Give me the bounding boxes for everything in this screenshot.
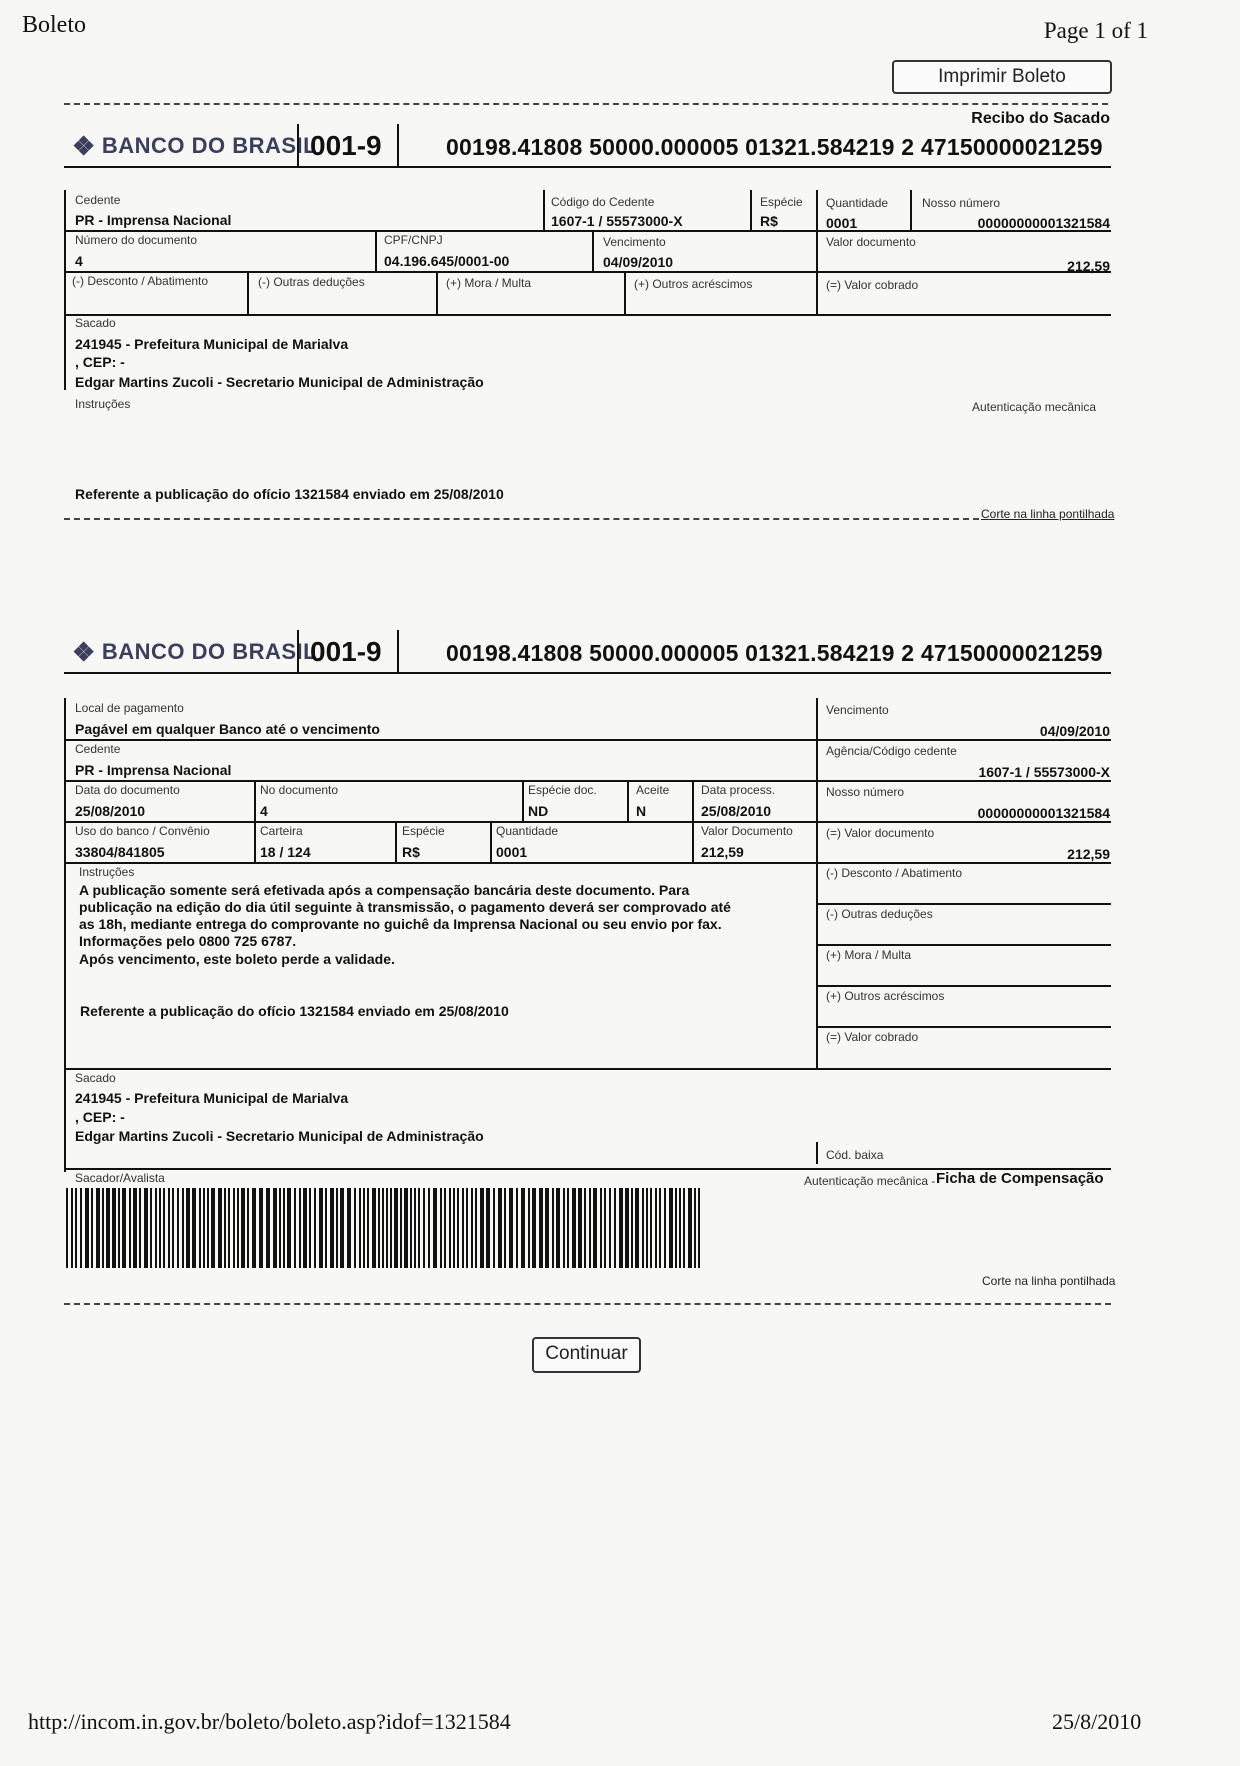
- barcode-bar: [475, 1188, 477, 1268]
- instructions-line-3: as 18h, mediante entrega do comprovante no guichê da Imprensa Nacional ou seu envio por fax.: [79, 916, 722, 932]
- barcode-bar: [118, 1188, 120, 1268]
- footer-url: http://incom.in.gov.br/boleto/boleto.asp?idof=1321584: [28, 1709, 511, 1734]
- aceite-label: Aceite: [636, 783, 670, 797]
- grid-col-cpf: [375, 230, 377, 271]
- uso-banco-label: Uso do banco / Convênio: [75, 824, 210, 838]
- barcode-bar: [168, 1188, 170, 1268]
- barcode-bar: [556, 1188, 560, 1268]
- barcode-bar: [635, 1188, 639, 1268]
- ficha-sacado-line-2: , CEP: -: [75, 1109, 125, 1125]
- numero-documento-label: Número do documento: [75, 233, 198, 247]
- barcode-bar: [80, 1188, 82, 1268]
- barcode-bar: [330, 1188, 334, 1268]
- continue-button[interactable]: Continuar: [532, 1337, 641, 1373]
- ficha-col-dataproc: [692, 780, 694, 862]
- barcode-bar: [199, 1188, 201, 1268]
- barcode-bar: [584, 1188, 586, 1268]
- barcode: [64, 1188, 704, 1268]
- outras-deducoes-label: (-) Outras deduções: [258, 275, 365, 289]
- barcode-bar: [528, 1188, 530, 1268]
- barcode-bar: [139, 1188, 141, 1268]
- grid-col-codigo: [543, 190, 545, 230]
- barcode-bar: [247, 1188, 249, 1268]
- sacado-line-1: 241945 - Prefeitura Municipal de Marialva: [75, 336, 349, 352]
- uso-banco-value: 33804/841805: [75, 844, 165, 860]
- barcode-bar: [96, 1188, 100, 1268]
- bank-logo-ficha: [72, 634, 317, 670]
- barcode-bar: [75, 1188, 77, 1268]
- cedente-value: PR - Imprensa Nacional: [75, 212, 232, 228]
- grid-col-mora: [436, 271, 438, 314]
- grid-col-acresc: [624, 271, 626, 314]
- barcode-bar: [102, 1188, 104, 1268]
- barcode-bar: [163, 1188, 165, 1268]
- barcode-bar: [471, 1188, 473, 1268]
- barcode-bar: [650, 1188, 652, 1268]
- barcode-bar: [303, 1188, 307, 1268]
- corte-label-receipt: Corte na linha pontilhada: [981, 507, 1115, 521]
- agencia-label: Agência/Código cedente: [826, 744, 957, 758]
- ficha-valor-documento-label: Valor Documento: [701, 824, 793, 838]
- ficha-right-row8: [816, 1026, 1111, 1028]
- data-documento-label: Data do documento: [75, 783, 180, 797]
- barcode-bar: [625, 1188, 629, 1268]
- barcode-bar: [614, 1188, 616, 1268]
- barcode-bar: [394, 1188, 398, 1268]
- barcode-bar: [449, 1188, 451, 1268]
- local-pagamento-label: Local de pagamento: [75, 701, 184, 715]
- barcode-bar: [340, 1188, 344, 1268]
- instrucoes-label: Instruções: [75, 397, 131, 411]
- digitable-line-ficha: 00198.41808 50000.000005 01321.584219 2 47150000021259: [446, 640, 1103, 666]
- barcode-bar: [192, 1188, 196, 1268]
- especie-doc-label: Espécie doc.: [528, 783, 597, 797]
- cod-baixa-label: Cód. baixa: [826, 1148, 884, 1162]
- cut-line-receipt: [64, 518, 979, 520]
- barcode-bar: [112, 1188, 116, 1268]
- bank-name: BANCO DO BRASIL: [101, 133, 318, 158]
- sacador-avalista-label: Sacador/Avalista: [75, 1171, 165, 1185]
- barcode-bar: [480, 1188, 484, 1268]
- bank-logo-icon: ❖: [72, 636, 96, 667]
- barcode-bar: [218, 1188, 222, 1268]
- grid-col-especie: [750, 190, 752, 230]
- barcode-bar: [241, 1188, 245, 1268]
- ficha-valor-documento-value: 212,59: [701, 844, 744, 860]
- barcode-bar: [433, 1188, 437, 1268]
- barcode-bar: [404, 1188, 408, 1268]
- ficha-valor-documento2-value: 212,59: [1067, 846, 1110, 862]
- ficha-right-row7: [816, 985, 1111, 987]
- barcode-bar: [266, 1188, 270, 1268]
- barcode-bar: [378, 1188, 380, 1268]
- barcode-bar: [144, 1188, 148, 1268]
- page-title: Boleto: [22, 12, 86, 38]
- ficha-cod-baixa-tick: [816, 1142, 818, 1164]
- outros-acrescimos-label: (+) Outros acréscimos: [634, 277, 753, 291]
- barcode-bar: [382, 1188, 384, 1268]
- print-button[interactable]: Imprimir Boleto: [892, 60, 1112, 94]
- barcode-bar: [129, 1188, 131, 1268]
- no-documento-value: 4: [260, 803, 268, 819]
- logo-divider: [297, 124, 299, 166]
- barcode-bar: [509, 1188, 513, 1268]
- barcode-bar: [363, 1188, 365, 1268]
- barcode-bar: [679, 1188, 681, 1268]
- barcode-bar: [669, 1188, 673, 1268]
- barcode-bar: [85, 1188, 89, 1268]
- barcode-bar: [354, 1188, 356, 1268]
- ficha-vencimento-value: 04/09/2010: [1039, 723, 1110, 739]
- ficha-grid-left: [64, 698, 66, 1172]
- digitable-line: 00198.41808 50000.000005 01321.584219 2 47150000021259: [446, 134, 1103, 160]
- barcode-bar: [589, 1188, 591, 1268]
- barcode-bar: [279, 1188, 281, 1268]
- sacado-line-2: , CEP: -: [75, 354, 125, 370]
- barcode-bar: [325, 1188, 327, 1268]
- ficha-cedente-label: Cedente: [75, 742, 121, 756]
- barcode-bar: [283, 1188, 285, 1268]
- barcode-bar: [675, 1188, 677, 1268]
- barcode-bar: [177, 1188, 179, 1268]
- barcode-bar: [309, 1188, 311, 1268]
- barcode-bar: [211, 1188, 215, 1268]
- ficha-outros-acrescimos-label: (+) Outros acréscimos: [826, 989, 945, 1003]
- barcode-bar: [71, 1188, 73, 1268]
- quantidade-value: 0001: [826, 215, 858, 231]
- ficha-row3: [64, 821, 1111, 823]
- barcode-bar: [593, 1188, 597, 1268]
- barcode-bar: [486, 1188, 490, 1268]
- code-divider: [397, 124, 399, 166]
- barcode-bar: [664, 1188, 666, 1268]
- ficha-cedente-value: PR - Imprensa Nacional: [75, 762, 232, 778]
- barcode-bar: [694, 1188, 696, 1268]
- especie-value: R$: [760, 213, 778, 229]
- barcode-bar: [273, 1188, 277, 1268]
- numero-documento-value: 4: [75, 253, 83, 269]
- barcode-bar: [150, 1188, 152, 1268]
- barcode-bar: [91, 1188, 93, 1268]
- ficha-autenticacao-label: Autenticação mecânica -: [804, 1174, 936, 1188]
- ficha-desconto-label: (-) Desconto / Abatimento: [826, 866, 963, 880]
- barcode-bar: [418, 1188, 420, 1268]
- ficha-nosso-numero-label: Nosso número: [826, 785, 905, 799]
- barcode-bar: [428, 1188, 430, 1268]
- barcode-bar: [159, 1188, 161, 1268]
- cut-line-ficha: [64, 1303, 1111, 1305]
- corte-label-ficha: Corte na linha pontilhada: [982, 1274, 1116, 1288]
- cut-line-top: [64, 103, 1108, 105]
- grid-col-outras: [247, 271, 249, 314]
- barcode-bar: [122, 1188, 126, 1268]
- agencia-value: 1607-1 / 55573000-X: [978, 764, 1110, 780]
- bank-name: BANCO DO BRASIL: [101, 639, 318, 664]
- barcode-bar: [567, 1188, 569, 1268]
- quantidade-label: Quantidade: [826, 196, 889, 210]
- header-rule: [64, 166, 1111, 168]
- barcode-bar: [516, 1188, 518, 1268]
- receipt-referente: Referente a publicação do ofício 1321584 enviado em 25/08/2010: [75, 486, 504, 502]
- ficha-referente: Referente a publicação do ofício 1321584 enviado em 25/08/2010: [80, 1003, 509, 1019]
- barcode-bar: [207, 1188, 209, 1268]
- barcode-bar: [552, 1188, 554, 1268]
- nosso-numero-label: Nosso número: [922, 196, 1001, 210]
- ficha-nosso-numero-value: 00000000001321584: [977, 805, 1110, 821]
- no-documento-label: No documento: [260, 783, 339, 797]
- local-pagamento-value: Pagável em qualquer Banco até o vencimento: [75, 721, 380, 737]
- ficha-col-qtd: [490, 821, 492, 862]
- barcode-bar: [698, 1188, 700, 1268]
- barcode-bar: [688, 1188, 692, 1268]
- ficha-row4: [64, 862, 1111, 864]
- ficha-row2: [64, 780, 1111, 782]
- barcode-bar: [400, 1188, 402, 1268]
- cpf-cnpj-value: 04.196.645/0001-00: [384, 253, 510, 269]
- grid-left: [64, 190, 66, 390]
- sacado-label: Sacado: [75, 316, 116, 330]
- ficha-col-nodoc: [254, 780, 256, 862]
- ficha-instrucoes-label: Instruções: [79, 865, 135, 879]
- barcode-bar: [572, 1188, 576, 1268]
- barcode-bar: [410, 1188, 412, 1268]
- barcode-bar: [655, 1188, 657, 1268]
- grid-col-qtd: [816, 190, 818, 314]
- barcode-bar: [498, 1188, 502, 1268]
- barcode-bar: [228, 1188, 230, 1268]
- barcode-bar: [462, 1188, 464, 1268]
- barcode-bar: [233, 1188, 235, 1268]
- carteira-label: Carteira: [260, 824, 303, 838]
- barcode-bar: [532, 1188, 536, 1268]
- instructions-line-2: publicação na edição do dia útil seguinte à transmissão, o pagamento deverá ser comprovado até: [79, 899, 731, 915]
- barcode-bar: [237, 1188, 239, 1268]
- barcode-bar: [182, 1188, 184, 1268]
- barcode-bar: [386, 1188, 388, 1268]
- aceite-value: N: [636, 803, 647, 819]
- barcode-bar: [252, 1188, 256, 1268]
- autenticacao-label: Autenticação mecânica: [972, 400, 1097, 414]
- vencimento-label: Vencimento: [603, 235, 666, 249]
- barcode-bar: [367, 1188, 369, 1268]
- barcode-bar: [155, 1188, 157, 1268]
- ficha-valor-documento2-label: (=) Valor documento: [826, 826, 935, 840]
- barcode-bar: [294, 1188, 296, 1268]
- barcode-bar: [319, 1188, 323, 1268]
- ficha-outras-deducoes-label: (-) Outras deduções: [826, 907, 933, 921]
- barcode-bar: [299, 1188, 301, 1268]
- barcode-bar: [224, 1188, 226, 1268]
- ficha-quantidade-value: 0001: [496, 844, 528, 860]
- barcode-bar: [444, 1188, 446, 1268]
- ficha-valor-cobrado-label: (=) Valor cobrado: [826, 1030, 919, 1044]
- header-rule-ficha: [64, 672, 1111, 674]
- bank-code: 001-9: [310, 130, 382, 161]
- barcode-bar: [372, 1188, 376, 1268]
- barcode-bar: [186, 1188, 190, 1268]
- grid-row1: [64, 230, 1111, 232]
- codigo-cedente-label: Código do Cedente: [551, 195, 655, 209]
- bank-logo-icon: ❖: [72, 130, 96, 161]
- vencimento-value: 04/09/2010: [603, 254, 674, 270]
- barcode-bar: [66, 1188, 68, 1268]
- barcode-bar: [287, 1188, 291, 1268]
- bank-logo: [72, 128, 317, 164]
- mora-multa-label: (+) Mora / Multa: [446, 276, 532, 290]
- ficha-especie-label: Espécie: [402, 824, 445, 838]
- barcode-bar: [646, 1188, 648, 1268]
- ficha-title: Ficha de Compensação: [936, 1170, 1104, 1187]
- ficha-grid-right-col: [816, 698, 818, 1070]
- barcode-bar: [106, 1188, 110, 1268]
- barcode-bar: [172, 1188, 174, 1268]
- grid-col-nosso: [910, 190, 912, 230]
- data-documento-value: 25/08/2010: [75, 803, 146, 819]
- ficha-right-row5: [816, 903, 1111, 905]
- ficha-sacado-line-1: 241945 - Prefeitura Municipal de Marialva: [75, 1090, 349, 1106]
- ficha-especie-value: R$: [402, 844, 420, 860]
- codigo-cedente-value: 1607-1 / 55573000-X: [551, 213, 683, 229]
- barcode-bar: [521, 1188, 525, 1268]
- ficha-right-row6: [816, 944, 1111, 946]
- data-process-value: 25/08/2010: [701, 803, 772, 819]
- instructions-line-5: Após vencimento, este boleto perde a validade.: [79, 951, 395, 967]
- barcode-bar: [600, 1188, 602, 1268]
- barcode-bar: [578, 1188, 582, 1268]
- especie-label: Espécie: [760, 195, 803, 209]
- barcode-bar: [466, 1188, 468, 1268]
- nosso-numero-value: 00000000001321584: [977, 215, 1110, 231]
- valor-documento-value: 212,59: [1067, 258, 1110, 274]
- barcode-bar: [545, 1188, 549, 1268]
- ficha-sacado-label: Sacado: [75, 1071, 116, 1085]
- ficha-row-sacado: [64, 1068, 1111, 1070]
- barcode-bar: [259, 1188, 263, 1268]
- instructions-line-1: A publicação somente será efetivada após a compensação bancária deste documento. Para: [79, 882, 690, 898]
- desconto-label: (-) Desconto / Abatimento: [72, 274, 209, 288]
- receipt-title: Recibo do Sacado: [971, 110, 1110, 127]
- barcode-bar: [133, 1188, 137, 1268]
- barcode-bar: [359, 1188, 361, 1268]
- barcode-bar: [457, 1188, 459, 1268]
- barcode-bar: [504, 1188, 506, 1268]
- grid-col-venc: [592, 230, 594, 271]
- ficha-sacado-line-3: Edgar Martins Zucoli - Secretario Municipal de Administração: [75, 1128, 484, 1144]
- especie-doc-value: ND: [528, 803, 549, 819]
- ficha-vencimento-label: Vencimento: [826, 703, 889, 717]
- instructions-line-4: Informações pelo 0800 725 6787.: [79, 933, 297, 949]
- valor-documento-label: Valor documento: [826, 235, 916, 249]
- ficha-row1: [64, 739, 1111, 741]
- barcode-bar: [659, 1188, 661, 1268]
- barcode-bar: [609, 1188, 611, 1268]
- ficha-quantidade-label: Quantidade: [496, 824, 559, 838]
- barcode-bar: [493, 1188, 495, 1268]
- barcode-bar: [631, 1188, 633, 1268]
- barcode-bar: [539, 1188, 543, 1268]
- sacado-line-3: Edgar Martins Zucoli - Secretario Municipal de Administração: [75, 374, 484, 390]
- grid-row3: [64, 314, 1111, 316]
- barcode-bar: [619, 1188, 623, 1268]
- ficha-col-aceite: [627, 780, 629, 821]
- ficha-col-especie: [395, 821, 397, 862]
- barcode-bar: [642, 1188, 644, 1268]
- bank-code-ficha: 001-9: [310, 636, 382, 667]
- valor-cobrado-label: (=) Valor cobrado: [826, 278, 919, 292]
- barcode-bar: [390, 1188, 392, 1268]
- barcode-bar: [440, 1188, 442, 1268]
- barcode-bar: [423, 1188, 425, 1268]
- barcode-bar: [563, 1188, 565, 1268]
- cpf-cnpj-label: CPF/CNPJ: [384, 233, 443, 247]
- footer-date: 25/8/2010: [1052, 1709, 1142, 1734]
- ficha-col-especiedoc: [522, 780, 524, 821]
- data-process-label: Data process.: [701, 783, 776, 797]
- cedente-label: Cedente: [75, 193, 121, 207]
- logo-divider-ficha: [297, 630, 299, 672]
- barcode-bar: [314, 1188, 316, 1268]
- barcode-bar: [336, 1188, 338, 1268]
- barcode-bar: [453, 1188, 455, 1268]
- ficha-mora-multa-label: (+) Mora / Multa: [826, 948, 912, 962]
- page-info: Page 1 of 1: [1043, 18, 1148, 43]
- barcode-bar: [683, 1188, 685, 1268]
- barcode-bar: [203, 1188, 205, 1268]
- code-divider-ficha: [397, 630, 399, 672]
- carteira-value: 18 / 124: [260, 844, 311, 860]
- barcode-bar: [414, 1188, 416, 1268]
- barcode-bar: [604, 1188, 606, 1268]
- grid-row2: [64, 271, 1111, 273]
- barcode-bar: [347, 1188, 351, 1268]
